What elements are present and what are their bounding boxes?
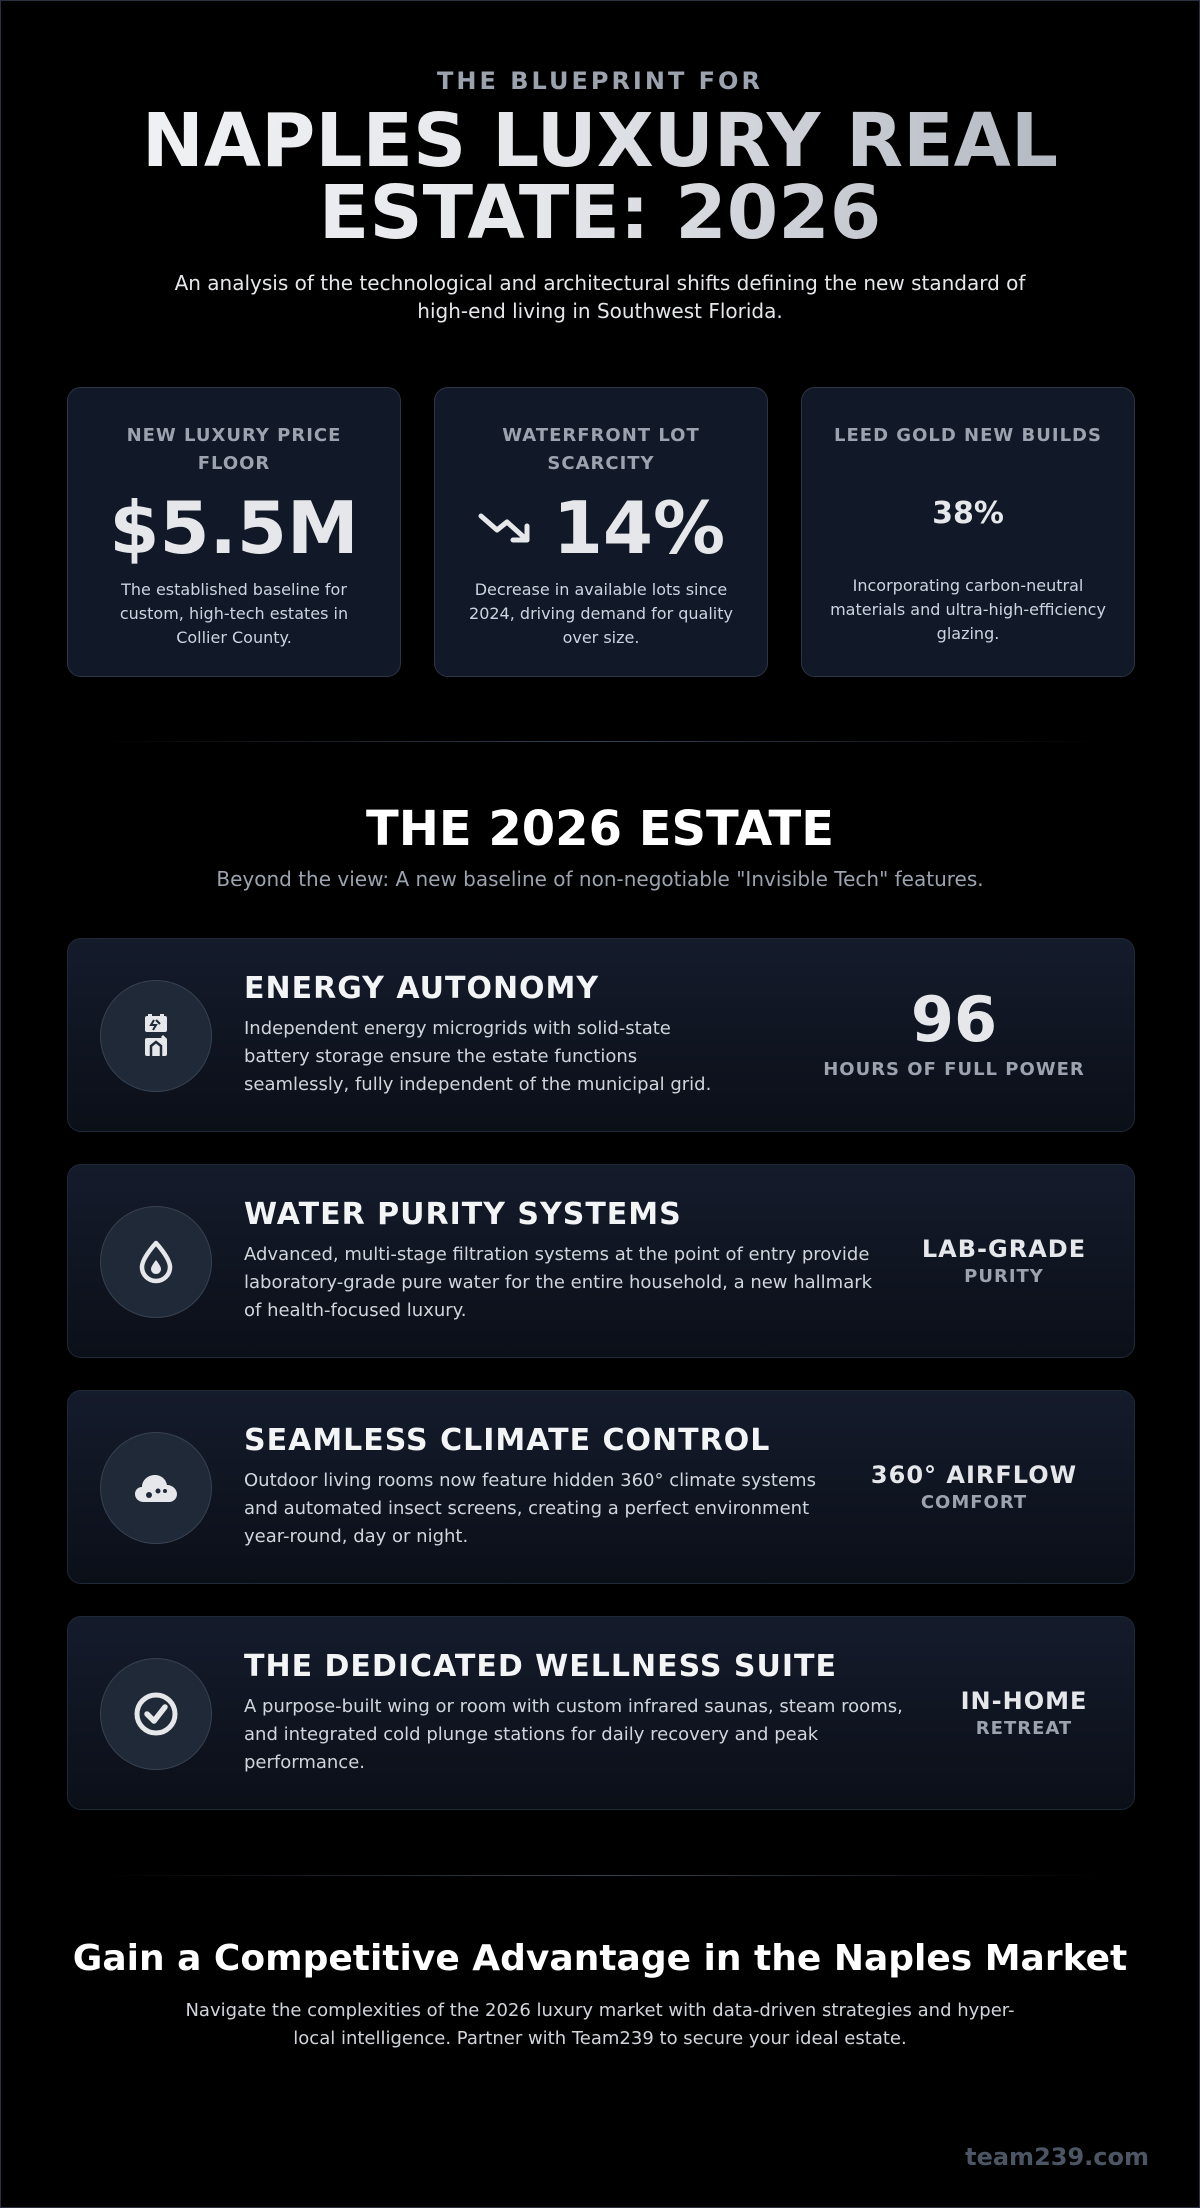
- stat-value-text: 14%: [552, 486, 726, 570]
- footer-brand-link[interactable]: team239.com: [965, 2143, 1149, 2171]
- feature-title: SEAMLESS CLIMATE CONTROL: [244, 1423, 771, 1458]
- cta-subtitle: Navigate the complexities of the 2026 luxury market with data-driven strategies and hyper-local intelligence. Partner with Team239 to secure your ideal estate.: [185, 2000, 1015, 2049]
- feature-metric-main: 96: [910, 983, 998, 1056]
- feature-card-energy-autonomy: [67, 938, 1135, 1132]
- stat-label: NEW LUXURY PRICE FLOOR: [126, 425, 342, 474]
- feature-description: Advanced, multi-stage filtration systems at the point of entry provide laboratory-grade pure water for the entire household, a new hallmark of health-focused luxury.: [244, 1244, 873, 1321]
- feature-metric-main: 360° AIRFLOW: [870, 1461, 1078, 1489]
- water-drop-icon: [132, 1238, 180, 1286]
- feature-list: [67, 938, 1135, 1842]
- hero-title-line-1: NAPLES LUXURY REAL: [141, 98, 1059, 184]
- stat-description: The established baseline for custom, high-tech estates in Collier County.: [119, 580, 349, 647]
- cta-section: [1, 1937, 1199, 2053]
- feature-metric: [934, 1617, 1114, 1811]
- stat-value-text: $5.5M: [109, 486, 359, 570]
- feature-description: Independent energy microgrids with solid-state battery storage ensure the estate functions seamlessly, fully independent of the municipal grid.: [244, 1018, 712, 1095]
- cloud-icon: [132, 1464, 180, 1512]
- stat-value: [96, 486, 372, 570]
- feature-description: A purpose-built wing or room with custom infrared saunas, steam rooms, and integrated cold plunge stations for daily recovery and peak performance.: [244, 1696, 903, 1773]
- feature-metric-sub: HOURS OF FULL POWER: [823, 1059, 1085, 1080]
- stat-value: [830, 494, 1106, 534]
- check-circle-icon: [132, 1690, 180, 1738]
- stat-description: Decrease in available lots since 2024, driving demand for quality over size.: [469, 580, 733, 647]
- feature-metric: [844, 1391, 1104, 1585]
- cta-title: Gain a Competitive Advantage in the Naples Market: [72, 1938, 1128, 1979]
- feature-metric-main: LAB-GRADE: [921, 1235, 1087, 1263]
- section-subtitle: Beyond the view: A new baseline of non-negotiable "Invisible Tech" features.: [216, 867, 984, 891]
- trending-down-icon: [477, 508, 533, 548]
- feature-icon-circle: [100, 1432, 212, 1544]
- feature-icon-circle: [100, 1658, 212, 1770]
- hero-section: [1, 67, 1199, 325]
- feature-card-climate-control: [67, 1390, 1135, 1584]
- stat-value-text: 38%: [932, 496, 1004, 531]
- stat-label: LEED GOLD NEW BUILDS: [834, 425, 1102, 446]
- feature-metric-main: IN-HOME: [960, 1687, 1088, 1715]
- section-header: [1, 801, 1199, 893]
- feature-metric-sub: PURITY: [964, 1266, 1044, 1287]
- stat-card-price-floor: [67, 387, 401, 677]
- feature-metric-sub: COMFORT: [920, 1492, 1028, 1513]
- feature-metric: [904, 1165, 1104, 1359]
- feature-description: Outdoor living rooms now feature hidden 360° climate systems and automated insect screens, creating a perfect environment year-round, day or night.: [244, 1470, 816, 1547]
- section-divider: [101, 1875, 1101, 1876]
- section-divider: [101, 741, 1101, 742]
- hero-title-line-2: ESTATE: 2026: [318, 170, 882, 256]
- feature-icon-circle: [100, 980, 212, 1092]
- stat-value: [463, 486, 739, 570]
- stat-card-lot-scarcity: [434, 387, 768, 677]
- feature-title: ENERGY AUTONOMY: [244, 971, 600, 1006]
- stat-label: WATERFRONT LOT SCARCITY: [502, 425, 700, 474]
- hero-eyebrow: THE BLUEPRINT FOR: [437, 67, 763, 95]
- hero-subtitle: An analysis of the technological and architectural shifts defining the new standard of high-end living in Southwest Florida.: [174, 271, 1026, 323]
- feature-card-water-purity: [67, 1164, 1135, 1358]
- stats-row: [67, 387, 1135, 677]
- feature-title: WATER PURITY SYSTEMS: [244, 1197, 682, 1232]
- stat-description: Incorporating carbon-neutral materials and ultra-high-efficiency glazing.: [830, 576, 1106, 643]
- hero-title: [1, 98, 1199, 256]
- feature-icon-circle: [100, 1206, 212, 1318]
- section-title: THE 2026 ESTATE: [365, 801, 835, 857]
- stat-card-leed-gold: [801, 387, 1135, 677]
- feature-card-wellness-suite: [67, 1616, 1135, 1810]
- feature-metric-sub: RETREAT: [975, 1718, 1073, 1739]
- feature-metric: [804, 939, 1104, 1133]
- feature-title: THE DEDICATED WELLNESS SUITE: [244, 1649, 837, 1684]
- battery-grid-icon: [132, 1012, 180, 1060]
